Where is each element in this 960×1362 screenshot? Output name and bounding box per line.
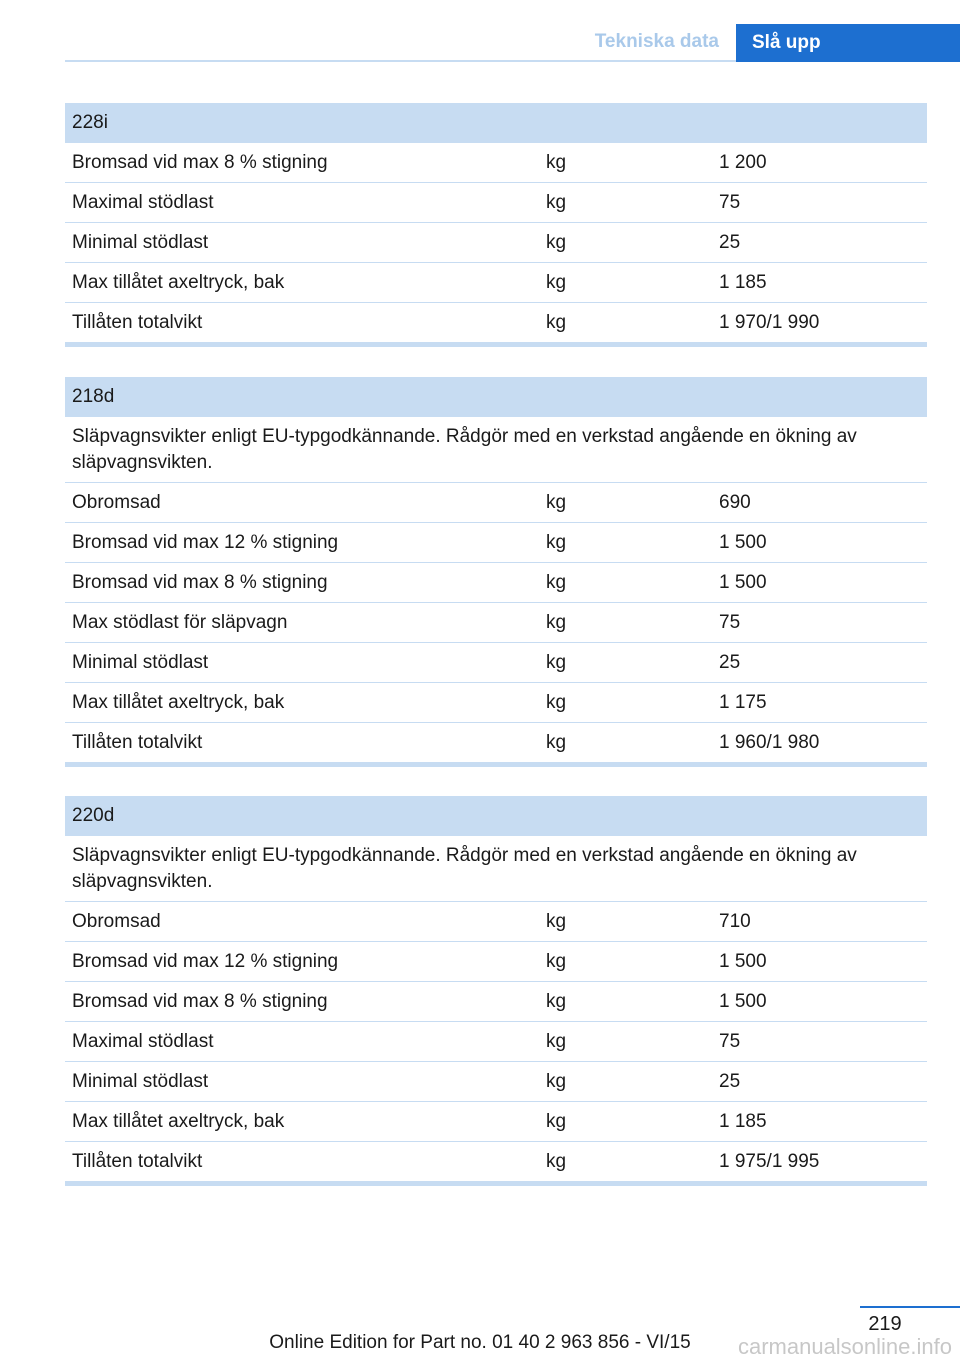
table-row bbox=[65, 1142, 927, 1181]
spec-table-228i bbox=[65, 103, 927, 347]
row-value: 1 500 bbox=[719, 951, 767, 972]
row-value: 1 970/1 990 bbox=[719, 312, 820, 333]
edition-footer: Online Edition for Part no. 01 40 2 963 856 - VI/15 bbox=[269, 1332, 691, 1353]
row-unit: kg bbox=[546, 152, 567, 173]
row-label: Minimal stödlast bbox=[72, 1071, 209, 1092]
spec-table-220d bbox=[65, 796, 927, 1186]
table-end-rule bbox=[65, 1181, 927, 1186]
row-label: Tillåten totalvikt bbox=[72, 312, 203, 333]
row-value: 1 960/1 980 bbox=[719, 732, 820, 753]
table-note: Släpvagnsvikter enligt EU-typgodkännande. Rådgör med en verkstad angående en ökning av släpvagnsvikten. bbox=[65, 417, 927, 483]
row-unit: kg bbox=[546, 911, 567, 932]
table-row bbox=[65, 483, 927, 523]
table-row bbox=[65, 183, 927, 223]
row-label: Bromsad vid max 8 % stigning bbox=[72, 991, 328, 1012]
table-row bbox=[65, 523, 927, 563]
table-end-rule bbox=[65, 342, 927, 347]
row-label: Max tillåtet axeltryck, bak bbox=[72, 692, 285, 713]
row-unit: kg bbox=[546, 232, 567, 253]
row-label: Bromsad vid max 8 % stigning bbox=[72, 572, 328, 593]
row-label: Max stödlast för släpvagn bbox=[72, 612, 288, 633]
spec-table-218d bbox=[65, 377, 927, 767]
row-label: Tillåten totalvikt bbox=[72, 1151, 203, 1172]
row-value: 1 185 bbox=[719, 272, 767, 293]
page-number-rule bbox=[860, 1306, 960, 1308]
table-row bbox=[65, 263, 927, 303]
row-label: Bromsad vid max 8 % stigning bbox=[72, 152, 328, 173]
row-unit: kg bbox=[546, 991, 567, 1012]
row-label: Maximal stödlast bbox=[72, 192, 214, 213]
table-title: 228i bbox=[65, 103, 927, 143]
table-rows bbox=[65, 483, 927, 762]
row-value: 710 bbox=[719, 911, 751, 932]
table-row bbox=[65, 1102, 927, 1142]
table-rows bbox=[65, 143, 927, 342]
table-end-rule bbox=[65, 762, 927, 767]
table-row bbox=[65, 643, 927, 683]
table-row bbox=[65, 1022, 927, 1062]
row-value: 75 bbox=[719, 192, 741, 213]
table-rows bbox=[65, 902, 927, 1181]
row-label: Obromsad bbox=[72, 911, 161, 932]
row-unit: kg bbox=[546, 692, 567, 713]
table-row bbox=[65, 723, 927, 762]
table-row bbox=[65, 143, 927, 183]
row-value: 1 500 bbox=[719, 532, 767, 553]
table-row bbox=[65, 982, 927, 1022]
row-label: Bromsad vid max 12 % stigning bbox=[72, 532, 339, 553]
table-title: 218d bbox=[65, 377, 927, 417]
row-unit: kg bbox=[546, 1111, 567, 1132]
row-value: 25 bbox=[719, 1071, 741, 1092]
row-unit: kg bbox=[546, 192, 567, 213]
row-label: Max tillåtet axeltryck, bak bbox=[72, 1111, 285, 1132]
row-unit: kg bbox=[546, 732, 567, 753]
row-value: 1 200 bbox=[719, 152, 767, 173]
table-row bbox=[65, 942, 927, 982]
row-value: 1 175 bbox=[719, 692, 767, 713]
row-unit: kg bbox=[546, 532, 567, 553]
table-row bbox=[65, 902, 927, 942]
page-number: 219 bbox=[868, 1313, 902, 1335]
row-value: 1 975/1 995 bbox=[719, 1151, 820, 1172]
table-row bbox=[65, 563, 927, 603]
row-label: Max tillåtet axeltryck, bak bbox=[72, 272, 285, 293]
table-note: Släpvagnsvikter enligt EU-typgodkännande. Rådgör med en verkstad angående en ökning av släpvagnsvikten. bbox=[65, 836, 927, 902]
row-unit: kg bbox=[546, 652, 567, 673]
row-value: 1 185 bbox=[719, 1111, 767, 1132]
row-label: Bromsad vid max 12 % stigning bbox=[72, 951, 339, 972]
table-row bbox=[65, 683, 927, 723]
watermark: carmanualsonline.info bbox=[737, 1334, 952, 1359]
table-row bbox=[65, 223, 927, 263]
section-tab[interactable]: Tekniska data bbox=[594, 31, 719, 52]
row-unit: kg bbox=[546, 272, 567, 293]
active-tab[interactable]: Slå upp bbox=[736, 24, 960, 62]
row-unit: kg bbox=[546, 612, 567, 633]
row-unit: kg bbox=[546, 1031, 567, 1052]
row-unit: kg bbox=[546, 951, 567, 972]
row-label: Maximal stödlast bbox=[72, 1031, 214, 1052]
row-value: 1 500 bbox=[719, 991, 767, 1012]
row-unit: kg bbox=[546, 492, 567, 513]
row-value: 1 500 bbox=[719, 572, 767, 593]
row-unit: kg bbox=[546, 1071, 567, 1092]
row-label: Minimal stödlast bbox=[72, 232, 209, 253]
row-value: 25 bbox=[719, 232, 741, 253]
row-unit: kg bbox=[546, 572, 567, 593]
row-value: 75 bbox=[719, 1031, 741, 1052]
row-label: Tillåten totalvikt bbox=[72, 732, 203, 753]
row-value: 690 bbox=[719, 492, 751, 513]
row-value: 75 bbox=[719, 612, 741, 633]
row-label: Obromsad bbox=[72, 492, 161, 513]
row-unit: kg bbox=[546, 312, 567, 333]
table-row bbox=[65, 1062, 927, 1102]
row-unit: kg bbox=[546, 1151, 567, 1172]
table-title: 220d bbox=[65, 796, 927, 836]
row-label: Minimal stödlast bbox=[72, 652, 209, 673]
table-row bbox=[65, 603, 927, 643]
row-value: 25 bbox=[719, 652, 741, 673]
table-row bbox=[65, 303, 927, 342]
